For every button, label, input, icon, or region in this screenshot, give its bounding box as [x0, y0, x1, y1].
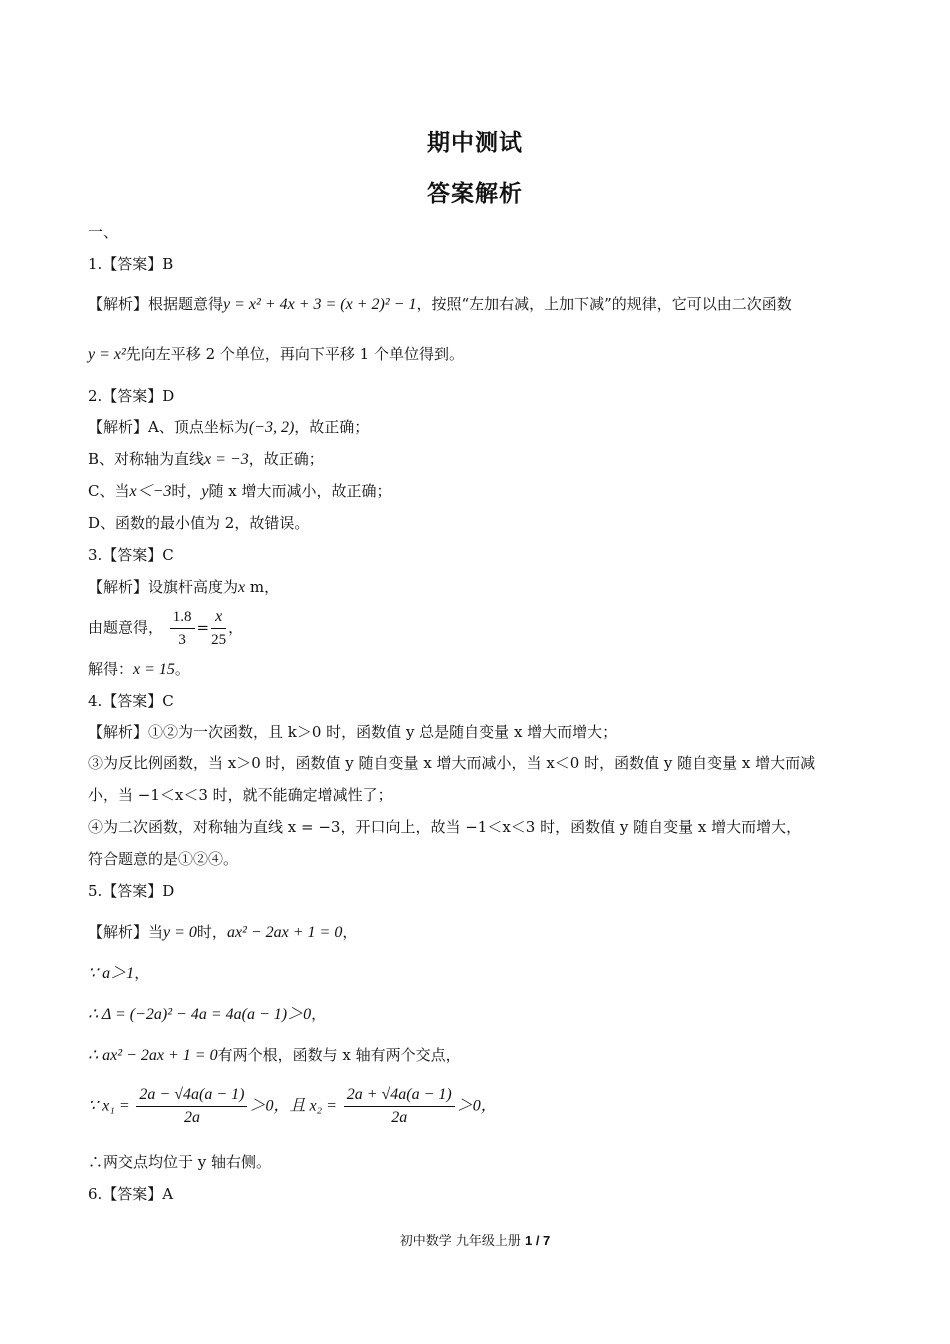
text: ， — [311, 1005, 327, 1023]
math: x＜−3 — [129, 483, 172, 500]
explanation-5-line-1 — [88, 922, 357, 943]
text: 时， — [171, 482, 202, 500]
numerator: x — [211, 608, 226, 629]
explanation-5-line-6: ∴两交点均位于 y 轴右侧。 — [88, 1153, 272, 1171]
answer-6: 6.【答案】A — [88, 1185, 174, 1203]
text: 随 x 增大而减小，故正确； — [208, 482, 392, 500]
page-subtitle: 答案解析 — [427, 181, 523, 207]
text: ， — [228, 618, 244, 637]
numerator: 2a + √4a(a − 1) — [344, 1086, 455, 1107]
text: ， — [342, 923, 358, 941]
answer-4: 4.【答案】C — [88, 692, 174, 710]
math: y — [201, 483, 209, 500]
math: y = x² + 4x + 3 = (x + 2)² − 1 — [223, 296, 417, 313]
math: ∵ a＞1 — [88, 965, 135, 982]
denominator: 3 — [178, 632, 186, 648]
explanation-4-line-2: ③为反比例函数，当 x＞0 时，函数值 y 随自变量 x 增大而减小，当 x＜0 时，函数值 y 随自变量 x 增大而减 — [88, 754, 816, 772]
math: x — [238, 579, 246, 596]
explanation-1-line-2 — [88, 344, 464, 365]
text: ，故正确； — [248, 450, 324, 468]
answer-5: 5.【答案】D — [88, 882, 175, 900]
explanation-3-line-3 — [88, 659, 190, 680]
math: y = 0 — [163, 924, 197, 941]
text: 由题意得， — [88, 618, 164, 637]
fraction — [211, 608, 226, 649]
math: x = −3 — [204, 451, 249, 468]
text: ， — [134, 964, 150, 982]
denominator: 25 — [211, 632, 227, 648]
explanation-1-line-1 — [88, 294, 792, 315]
page-footer — [0, 1230, 950, 1249]
fraction — [344, 1086, 455, 1127]
text: 【解析】当 — [88, 923, 164, 941]
text: 。 — [174, 660, 190, 678]
text: B、对称轴为直线 — [88, 450, 205, 468]
math: y = x² — [88, 346, 126, 363]
text: 有两个根，函数与 x 轴有两个交点， — [217, 1046, 461, 1064]
text: 【解析】根据题意得 — [88, 295, 224, 313]
explanation-3-line-1 — [88, 577, 279, 598]
fraction — [136, 1086, 247, 1127]
math: ax² − 2ax + 1 = 0 — [226, 924, 343, 941]
text: 时， — [196, 923, 227, 941]
math: ＞0， — [456, 1097, 497, 1115]
answer-3: 3.【答案】C — [88, 546, 174, 564]
text: ，按照“左加右减，上加下减”的规律，它可以由二次函数 — [416, 295, 792, 313]
fraction — [170, 608, 195, 649]
equals: = — [196, 618, 210, 637]
math: ∵ x₁ = — [88, 1097, 130, 1115]
explanation-2-line-4: D、函数的最小值为 2，故错误。 — [88, 514, 310, 532]
explanation-5-line-2 — [88, 963, 149, 984]
footer-label: 初中数学 九年级上册 — [399, 1234, 521, 1249]
explanation-2-line-3 — [88, 481, 392, 502]
explanation-5-line-5 — [88, 1086, 497, 1127]
explanation-5-line-4 — [88, 1045, 461, 1066]
text: ，故正确； — [294, 418, 370, 436]
text: 【解析】设旗杆高度为 — [88, 578, 239, 596]
math: ∴ ax² − 2ax + 1 = 0 — [88, 1047, 218, 1064]
page-number: 1 / 7 — [524, 1233, 551, 1248]
numerator: 1.8 — [170, 608, 195, 629]
denominator: 2a — [183, 1109, 200, 1126]
math: ＞0，且 x₂ = — [249, 1097, 337, 1115]
math: (−3, 2) — [248, 419, 295, 436]
text: 先向左平移 2 个单位，再向下平移 1 个单位得到。 — [125, 345, 464, 363]
explanation-2-line-2 — [88, 449, 324, 470]
text: 【解析】A、顶点坐标为 — [88, 418, 249, 436]
page-title: 期中测试 — [427, 130, 523, 156]
section-heading: 一、 — [88, 223, 119, 241]
denominator: 2a — [391, 1109, 408, 1126]
explanation-5-line-3 — [88, 1004, 326, 1025]
text: C、当 — [88, 482, 130, 500]
explanation-2-line-1 — [88, 417, 369, 438]
explanation-4-line-4: ④为二次函数，对称轴为直线 x = −3，开口向上，故当 −1＜x＜3 时，函数值 y 随自变量 x 增大而增大， — [88, 818, 802, 836]
math: x = 15 — [133, 661, 175, 678]
explanation-4-line-3: 小，当 −1＜x＜3 时，就不能确定增减性了； — [88, 786, 393, 804]
numerator: 2a − √4a(a − 1) — [136, 1086, 247, 1107]
explanation-3-line-2 — [88, 608, 243, 649]
answer-1: 1.【答案】B — [88, 255, 174, 273]
text: m， — [249, 578, 280, 596]
answer-2: 2.【答案】D — [88, 387, 175, 405]
explanation-4-line-1: 【解析】①②为一次函数，且 k＞0 时，函数值 y 总是随自变量 x 增大而增大； — [88, 723, 618, 741]
text: 解得： — [88, 660, 134, 678]
explanation-4-line-5: 符合题意的是①②④。 — [88, 850, 239, 868]
math: ∴ Δ = (−2a)² − 4a = 4a(a − 1)＞0 — [88, 1006, 312, 1023]
